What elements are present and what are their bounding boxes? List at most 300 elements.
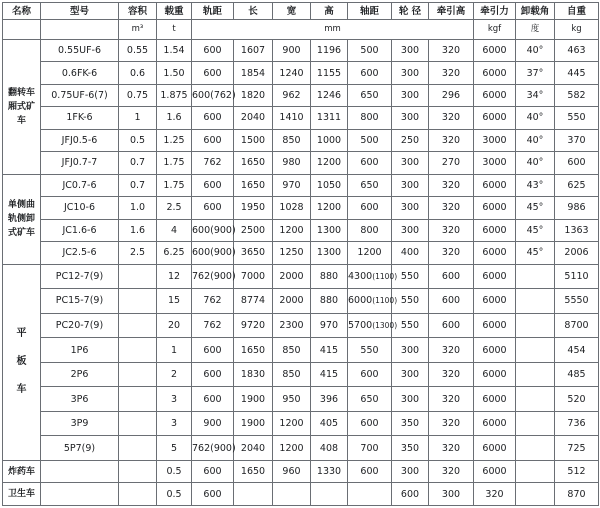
wheelbase-cell (348, 313, 398, 338)
header-row (3, 3, 599, 20)
gauge-cell: 600 (192, 483, 234, 506)
dump-angle-cell (516, 387, 555, 412)
volume-cell: 0.7 (119, 174, 157, 196)
wheelbase-value: 4300 (348, 270, 373, 282)
weight-cell: 725 (555, 436, 599, 461)
load-cell: 12 (157, 264, 192, 289)
unit-row (3, 20, 599, 39)
width-cell: 962 (273, 84, 311, 106)
length-cell: 2040 (234, 107, 273, 129)
table-row (3, 152, 599, 174)
model-cell: 3P6 (41, 387, 119, 412)
category-char: 平 (16, 328, 27, 340)
wheel-diameter-cell: 300 (392, 197, 429, 219)
height-cell: 1246 (311, 84, 348, 106)
length-cell: 1607 (234, 39, 273, 61)
width-cell: 2000 (273, 289, 311, 314)
height-cell: 880 (311, 289, 348, 314)
load-cell: 1.75 (157, 152, 192, 174)
table-row (3, 219, 599, 241)
model-cell: 1P6 (41, 338, 119, 363)
wheelbase-cell (348, 483, 392, 506)
height-cell: 405 (311, 411, 348, 436)
table-row (3, 483, 599, 506)
table-row (3, 197, 599, 219)
category-cell: 单侧曲轨侧卸式矿车 (3, 174, 41, 264)
load-cell: 3 (157, 387, 192, 412)
width-cell (273, 483, 311, 506)
length-cell: 7000 (234, 264, 273, 289)
length-cell: 1650 (234, 338, 273, 363)
tow-force-cell: 6000 (474, 313, 516, 338)
header-cell: 宽 (273, 3, 311, 20)
header-cell: 牵引力 (474, 3, 516, 20)
model-cell: 5P7(9) (41, 436, 119, 461)
height-cell: 880 (311, 264, 348, 289)
header-cell: 载重 (157, 3, 192, 20)
length-cell: 1830 (234, 362, 273, 387)
height-cell: 1300 (311, 219, 348, 241)
load-cell: 2 (157, 362, 192, 387)
table-row (3, 460, 599, 482)
table-row (3, 107, 599, 129)
wheel-diameter-cell: 300 (392, 62, 429, 84)
wheelbase-sub-value: (1100) (372, 271, 398, 281)
gauge-cell: 600 (192, 338, 234, 363)
load-cell: 1.54 (157, 39, 192, 61)
header-cell: 长 (234, 3, 273, 20)
model-cell: JFJ0.5-6 (41, 129, 119, 151)
weight-cell: 485 (555, 362, 599, 387)
model-cell: 0.6FK-6 (41, 62, 119, 84)
tow-height-cell: 600 (429, 313, 474, 338)
table-row (3, 338, 599, 363)
model-cell: 0.55UF-6 (41, 39, 119, 61)
tow-force-cell: 6000 (474, 289, 516, 314)
wheelbase-cell: 550 (348, 338, 392, 363)
width-cell: 1250 (273, 242, 311, 264)
load-cell: 1.75 (157, 174, 192, 196)
dump-angle-cell (516, 483, 555, 506)
volume-cell (119, 362, 157, 387)
category-char: 板 (16, 356, 27, 368)
dump-angle-cell: 40° (516, 129, 555, 151)
header-cell: 轮 径 (392, 3, 429, 20)
wheel-diameter-cell: 400 (392, 242, 429, 264)
weight-cell: 1363 (555, 219, 599, 241)
weight-cell: 445 (555, 62, 599, 84)
wheelbase-cell (348, 264, 398, 289)
load-cell: 0.5 (157, 460, 192, 482)
height-cell: 1155 (311, 62, 348, 84)
tow-force-cell: 6000 (474, 362, 516, 387)
dump-angle-cell (516, 289, 555, 314)
table-row (3, 129, 599, 151)
header-cell: 名称 (3, 3, 41, 20)
tow-force-cell: 6000 (474, 387, 516, 412)
tow-force-cell: 6000 (474, 219, 516, 241)
table-row (3, 84, 599, 106)
tow-height-cell: 320 (429, 174, 474, 196)
length-cell: 3650 (234, 242, 273, 264)
tow-height-cell: 320 (429, 338, 474, 363)
wheelbase-cell: 600 (348, 62, 392, 84)
volume-cell: 0.6 (119, 62, 157, 84)
unit-angle: 度 (516, 20, 555, 39)
unit-mm: mm (192, 20, 474, 39)
tow-force-cell: 320 (474, 483, 516, 506)
load-cell: 2.5 (157, 197, 192, 219)
length-cell: 2040 (234, 436, 273, 461)
unit-weight: kg (555, 20, 599, 39)
length-cell: 8774 (234, 289, 273, 314)
weight-cell: 5110 (555, 264, 599, 289)
tow-height-cell: 600 (429, 264, 474, 289)
model-cell: PC12-7(9) (41, 264, 119, 289)
gauge-cell: 600 (192, 197, 234, 219)
dump-angle-cell (516, 313, 555, 338)
model-cell: 0.75UF-6(7) (41, 84, 119, 106)
volume-cell (119, 436, 157, 461)
width-cell: 1028 (273, 197, 311, 219)
dump-angle-cell: 40° (516, 39, 555, 61)
weight-cell: 582 (555, 84, 599, 106)
header-cell: 卸载角 (516, 3, 555, 20)
tow-force-cell: 3000 (474, 152, 516, 174)
model-cell: JFJ0.7-7 (41, 152, 119, 174)
volume-cell: 1.6 (119, 219, 157, 241)
header-cell: 型号 (41, 3, 119, 20)
tow-height-cell: 320 (429, 39, 474, 61)
gauge-cell: 600 (192, 129, 234, 151)
height-cell: 1200 (311, 197, 348, 219)
table-row (3, 387, 599, 412)
width-cell: 850 (273, 129, 311, 151)
height-cell: 1330 (311, 460, 348, 482)
load-cell: 1.25 (157, 129, 192, 151)
dump-angle-cell (516, 460, 555, 482)
wheel-diameter-cell: 550 (392, 264, 429, 289)
wheelbase-cell: 500 (348, 39, 392, 61)
length-cell (234, 483, 273, 506)
weight-cell: 8700 (555, 313, 599, 338)
weight-cell: 986 (555, 197, 599, 219)
tow-height-cell: 270 (429, 152, 474, 174)
weight-cell: 370 (555, 129, 599, 151)
height-cell: 415 (311, 338, 348, 363)
gauge-cell: 600(762) (192, 84, 234, 106)
wheelbase-cell: 800 (348, 107, 392, 129)
width-cell: 960 (273, 460, 311, 482)
width-cell: 1410 (273, 107, 311, 129)
width-cell: 2300 (273, 313, 311, 338)
wheelbase-value: 5700 (348, 319, 373, 331)
header-cell: 容积 (119, 3, 157, 20)
table-row (3, 242, 599, 264)
height-cell (311, 483, 348, 506)
gauge-cell: 762 (192, 289, 234, 314)
unit-load: t (157, 20, 192, 39)
length-cell: 1900 (234, 411, 273, 436)
volume-cell (119, 313, 157, 338)
load-cell: 20 (157, 313, 192, 338)
wheelbase-cell: 700 (348, 436, 392, 461)
weight-cell: 520 (555, 387, 599, 412)
tow-force-cell: 6000 (474, 436, 516, 461)
load-cell: 1 (157, 338, 192, 363)
load-cell: 15 (157, 289, 192, 314)
gauge-cell: 762(900) (192, 436, 234, 461)
width-cell: 2000 (273, 264, 311, 289)
tow-force-cell: 6000 (474, 197, 516, 219)
table-row (3, 362, 599, 387)
model-cell: JC1.6-6 (41, 219, 119, 241)
gauge-cell: 600 (192, 107, 234, 129)
model-cell: JC10-6 (41, 197, 119, 219)
weight-cell: 512 (555, 460, 599, 482)
tow-height-cell: 600 (429, 289, 474, 314)
tow-force-cell: 6000 (474, 39, 516, 61)
weight-cell: 463 (555, 39, 599, 61)
category-cell: 翻转车厢式矿车 (3, 39, 41, 174)
wheel-diameter-cell: 300 (392, 338, 429, 363)
wheel-diameter-cell: 300 (392, 107, 429, 129)
gauge-cell: 762(900) (192, 264, 234, 289)
tow-force-cell: 6000 (474, 242, 516, 264)
tow-height-cell: 320 (429, 362, 474, 387)
volume-cell: 1 (119, 107, 157, 129)
model-cell: 2P6 (41, 362, 119, 387)
tow-height-cell: 320 (429, 197, 474, 219)
dump-angle-cell (516, 362, 555, 387)
wheelbase-cell: 600 (348, 152, 392, 174)
unit-cell (3, 20, 41, 39)
tow-height-cell: 320 (429, 242, 474, 264)
tow-height-cell: 320 (429, 107, 474, 129)
dump-angle-cell (516, 338, 555, 363)
tow-height-cell: 320 (429, 219, 474, 241)
height-cell: 1300 (311, 242, 348, 264)
height-cell: 1000 (311, 129, 348, 151)
tow-force-cell: 3000 (474, 129, 516, 151)
weight-cell: 736 (555, 411, 599, 436)
unit-force: kgf (474, 20, 516, 39)
length-cell: 1854 (234, 62, 273, 84)
table-row (3, 39, 599, 61)
model-cell: 3P9 (41, 411, 119, 436)
table-row (3, 174, 599, 196)
category-char: 车 (16, 384, 27, 396)
width-cell: 1200 (273, 411, 311, 436)
model-cell: JC2.5-6 (41, 242, 119, 264)
width-cell: 1200 (273, 436, 311, 461)
length-cell: 1650 (234, 152, 273, 174)
tow-height-cell: 320 (429, 387, 474, 412)
header-cell: 轨距 (192, 3, 234, 20)
length-cell: 1820 (234, 84, 273, 106)
table-row (3, 411, 599, 436)
table-row (3, 289, 599, 314)
load-cell: 4 (157, 219, 192, 241)
weight-cell: 625 (555, 174, 599, 196)
gauge-cell: 600(900) (192, 242, 234, 264)
dump-angle-cell: 34° (516, 84, 555, 106)
table-row (3, 62, 599, 84)
height-cell: 1200 (311, 152, 348, 174)
wheelbase-value: 6000 (348, 295, 373, 307)
gauge-cell: 600 (192, 39, 234, 61)
gauge-cell: 600 (192, 362, 234, 387)
wheel-diameter-cell: 300 (392, 39, 429, 61)
wheelbase-sub-value: (1100) (372, 296, 398, 306)
height-cell: 408 (311, 436, 348, 461)
width-cell: 850 (273, 362, 311, 387)
volume-cell (119, 289, 157, 314)
width-cell: 950 (273, 387, 311, 412)
gauge-cell: 762 (192, 152, 234, 174)
dump-angle-cell (516, 264, 555, 289)
load-cell: 0.5 (157, 483, 192, 506)
tow-force-cell: 6000 (474, 62, 516, 84)
header-cell: 轴距 (348, 3, 392, 20)
table-row (3, 313, 599, 338)
length-cell: 1500 (234, 129, 273, 151)
tow-force-cell: 6000 (474, 264, 516, 289)
length-cell: 1900 (234, 387, 273, 412)
spec-table-container (2, 2, 598, 506)
length-cell: 1950 (234, 197, 273, 219)
tow-force-cell: 6000 (474, 338, 516, 363)
wheel-diameter-cell: 300 (392, 84, 429, 106)
wheelbase-cell: 600 (348, 460, 392, 482)
weight-cell: 870 (555, 483, 599, 506)
width-cell: 1240 (273, 62, 311, 84)
gauge-cell: 900 (192, 411, 234, 436)
height-cell: 970 (311, 313, 348, 338)
wheelbase-cell: 600 (348, 411, 392, 436)
tow-height-cell: 320 (429, 411, 474, 436)
volume-cell: 0.7 (119, 152, 157, 174)
volume-cell (119, 460, 157, 482)
width-cell: 900 (273, 39, 311, 61)
dump-angle-cell: 45° (516, 242, 555, 264)
height-cell: 1196 (311, 39, 348, 61)
wheelbase-cell: 600 (348, 197, 392, 219)
wheel-diameter-cell: 300 (392, 460, 429, 482)
header-cell: 自重 (555, 3, 599, 20)
wheelbase-cell: 650 (348, 387, 392, 412)
tow-force-cell: 6000 (474, 460, 516, 482)
wheel-diameter-cell: 550 (392, 313, 429, 338)
length-cell: 2500 (234, 219, 273, 241)
tow-force-cell: 6000 (474, 411, 516, 436)
dump-angle-cell: 37° (516, 62, 555, 84)
wheelbase-cell (348, 289, 398, 314)
gauge-cell: 762 (192, 313, 234, 338)
wheel-diameter-cell: 300 (392, 387, 429, 412)
weight-cell: 454 (555, 338, 599, 363)
weight-cell: 5550 (555, 289, 599, 314)
tow-force-cell: 6000 (474, 84, 516, 106)
volume-cell (119, 387, 157, 412)
wheelbase-cell: 800 (348, 219, 392, 241)
length-cell: 1650 (234, 460, 273, 482)
load-cell: 1.50 (157, 62, 192, 84)
gauge-cell: 600 (192, 174, 234, 196)
wheelbase-cell: 500 (348, 129, 392, 151)
model-cell: JC0.7-6 (41, 174, 119, 196)
dump-angle-cell (516, 436, 555, 461)
tow-height-cell: 300 (429, 483, 474, 506)
wheelbase-cell: 600 (348, 362, 392, 387)
dump-angle-cell: 40° (516, 107, 555, 129)
wheelbase-cell: 650 (348, 174, 392, 196)
header-cell: 高 (311, 3, 348, 20)
model-cell (41, 483, 119, 506)
wheelbase-cell: 1200 (348, 242, 392, 264)
length-cell: 1650 (234, 174, 273, 196)
volume-cell (119, 264, 157, 289)
height-cell: 1050 (311, 174, 348, 196)
tow-force-cell: 6000 (474, 107, 516, 129)
dump-angle-cell: 45° (516, 219, 555, 241)
volume-cell (119, 483, 157, 506)
wheel-diameter-cell: 350 (392, 411, 429, 436)
tow-height-cell: 320 (429, 129, 474, 151)
wheel-diameter-cell: 600 (392, 483, 429, 506)
model-cell: PC20-7(9) (41, 313, 119, 338)
category-cell (3, 264, 41, 460)
wheel-diameter-cell: 250 (392, 129, 429, 151)
model-cell (41, 460, 119, 482)
width-cell: 980 (273, 152, 311, 174)
volume-cell: 2.5 (119, 242, 157, 264)
weight-cell: 600 (555, 152, 599, 174)
gauge-cell: 600 (192, 460, 234, 482)
gauge-cell: 600(900) (192, 219, 234, 241)
width-cell: 970 (273, 174, 311, 196)
load-cell: 3 (157, 411, 192, 436)
tow-height-cell: 320 (429, 62, 474, 84)
volume-cell: 0.55 (119, 39, 157, 61)
volume-cell: 0.75 (119, 84, 157, 106)
dump-angle-cell: 45° (516, 197, 555, 219)
width-cell: 850 (273, 338, 311, 363)
tow-height-cell: 320 (429, 460, 474, 482)
height-cell: 396 (311, 387, 348, 412)
model-cell: 1FK-6 (41, 107, 119, 129)
table-row (3, 264, 599, 289)
category-cell: 炸药车 (3, 460, 41, 482)
dump-angle-cell: 40° (516, 152, 555, 174)
wheel-diameter-cell: 300 (392, 174, 429, 196)
mine-car-spec-table (2, 2, 599, 506)
unit-volume: m³ (119, 20, 157, 39)
dump-angle-cell (516, 411, 555, 436)
load-cell: 1.875 (157, 84, 192, 106)
height-cell: 415 (311, 362, 348, 387)
model-cell: PC15-7(9) (41, 289, 119, 314)
load-cell: 6.25 (157, 242, 192, 264)
tow-height-cell: 320 (429, 436, 474, 461)
volume-cell: 0.5 (119, 129, 157, 151)
wheel-diameter-cell: 300 (392, 152, 429, 174)
volume-cell (119, 411, 157, 436)
wheel-diameter-cell: 350 (392, 436, 429, 461)
table-row (3, 436, 599, 461)
wheel-diameter-cell: 550 (392, 289, 429, 314)
gauge-cell: 600 (192, 62, 234, 84)
